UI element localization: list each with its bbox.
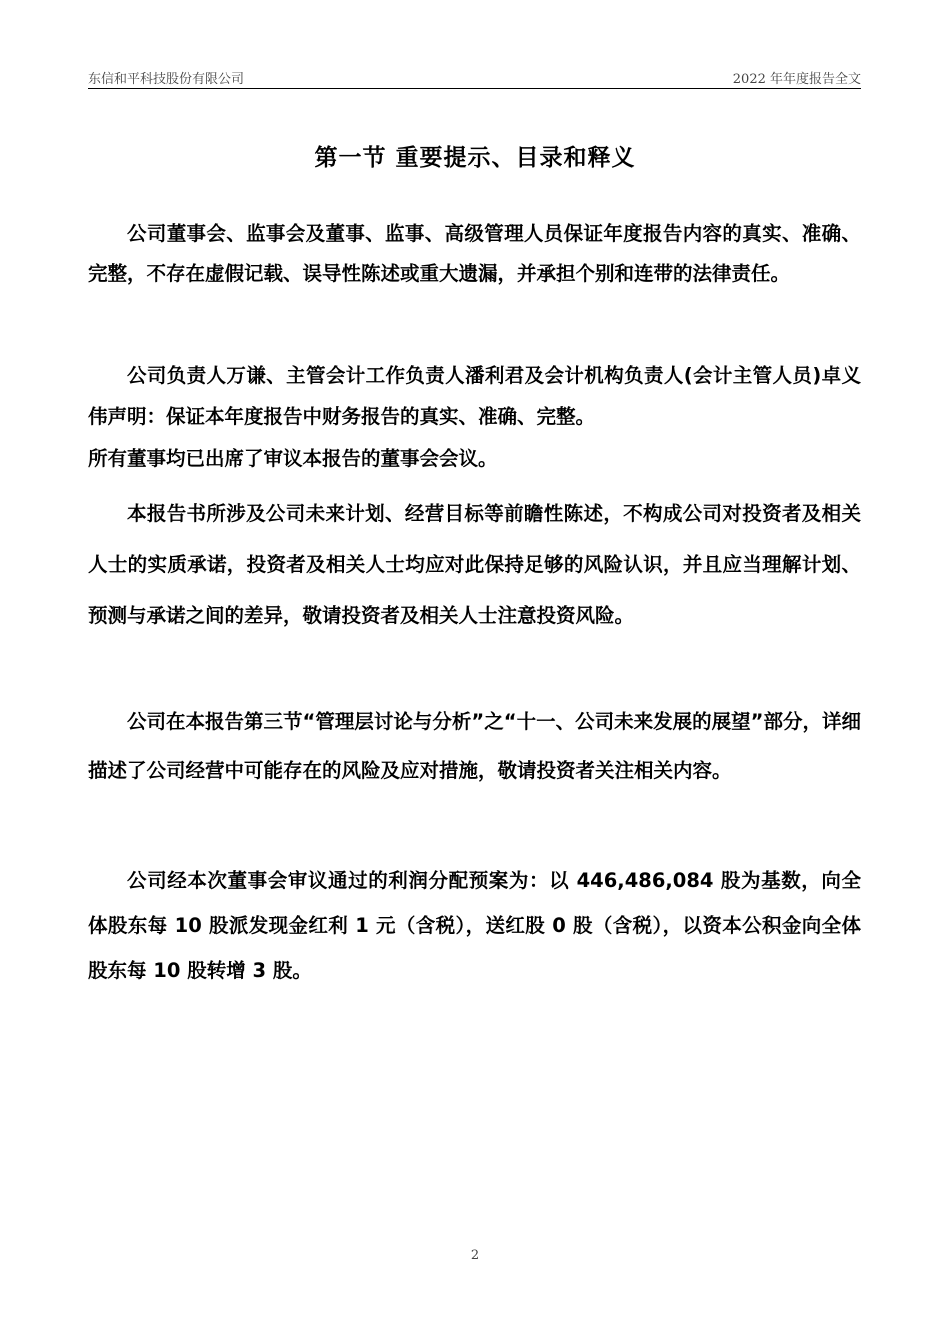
header-company-name: 东信和平科技股份有限公司 xyxy=(88,72,245,87)
paragraph-profit-distribution: 公司经本次董事会审议通过的利润分配预案为：以 446,486,084 股为基数，向全体股东每 10 股派发现金红利 1 元（含税），送红股 0 股（含税），以资本公积金向全体股东每 10 股转增 3 股。 xyxy=(88,869,861,982)
paragraph-forward-looking-disclaimer: 本报告书所涉及公司未来计划、经营目标等前瞻性陈述，不构成公司对投资者及相关人士的实质承诺，投资者及相关人士均应对此保持足够的风险认识，并且应当理解计划、预测与承诺之间的差异，敬请投资者及相关人士注意投资风险。 xyxy=(88,502,861,627)
paragraph-board-guarantee: 公司董事会、监事会及董事、监事、高级管理人员保证年度报告内容的真实、准确、完整，不存在虚假记载、误导性陈述或重大遗漏，并承担个别和连带的法律责任。 xyxy=(88,222,861,285)
page-number: 2 xyxy=(470,1248,480,1263)
page-header xyxy=(88,66,861,89)
paragraph-responsible-persons-statement: 公司负责人万谦、主管会计工作负责人潘利君及会计机构负责人(会计主管人员)卓义伟声明：保证本年度报告中财务报告的真实、准确、完整。 xyxy=(88,364,861,428)
header-report-title: 2022 年年度报告全文 xyxy=(732,72,861,87)
paragraph-risk-reference: 公司在本报告第三节“管理层讨论与分析”之“十一、公司未来发展的展望”部分，详细描述了公司经营中可能存在的风险及应对措施，敬请投资者关注相关内容。 xyxy=(88,710,861,782)
section-title: 第一节 重要提示、目录和释义 xyxy=(314,145,636,171)
paragraph-directors-attendance: 所有董事均已出席了审议本报告的董事会会议。 xyxy=(88,447,498,470)
